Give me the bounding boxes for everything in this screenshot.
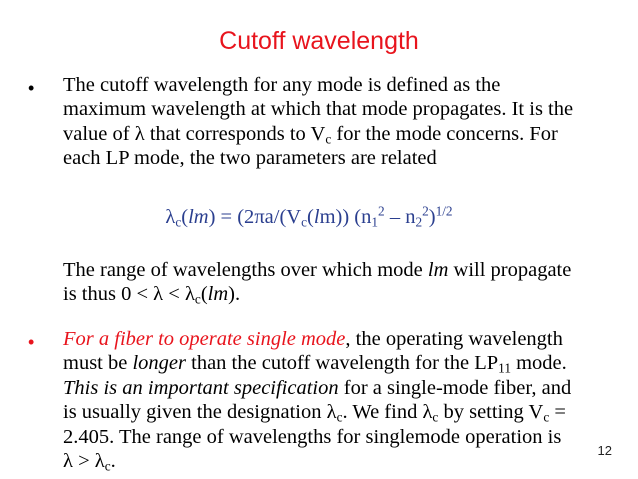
paragraph-cutoff-definition [63,73,611,171]
paragraph-single-mode [63,327,611,473]
pi-symbol: π [254,206,265,228]
slide-title: Cutoff wavelength [219,27,419,55]
formula-text: ( [181,206,189,228]
lambda-symbol: λ [184,283,195,306]
p2-text: is thus 0 < [63,283,154,306]
paragraph-wavelength-range [63,258,611,307]
p3-text: by setting V [438,401,544,424]
p1-text: for the mode concerns. For [331,122,558,145]
emphasis-specification: This is an important specification [63,376,339,399]
formula-text: – n [384,206,416,228]
formula-lm: lm [188,206,209,228]
formula-text: m)) (n [319,206,372,228]
lambda-symbol: λ [153,283,164,306]
p3-text: . We find [342,401,423,424]
subscript-11: 11 [498,360,511,376]
p1-line4: each LP mode, the two parameters are related [63,147,437,170]
bullet-marker-1: • [28,78,35,98]
p1-text: value of [63,122,135,145]
bullet-marker-2: • [28,332,35,352]
formula-text: ( [307,206,314,228]
p1-line1: The cutoff wavelength for any mode is defined as the [63,74,501,96]
cutoff-formula: $\lambda_c(lm) = (2\pi a/(V_c(lm))$ $(n_1^2 - n_2^2)^{1/2}$ [165,203,453,230]
p2-text: ( [200,283,208,306]
p2-text: < [163,283,185,306]
formula-text: ) [428,206,436,228]
lambda-symbol: λ [63,450,73,473]
formula-sup: 2 [378,203,385,219]
p2-lm: lm [427,259,449,281]
p1-text: that corresponds to V [144,122,326,145]
emphasis-longer: longer [132,352,186,375]
p3-text: 2.405. The range of wavelengths for singlemode operation is [63,425,562,448]
subscript-c: c [336,409,343,425]
emphasis-single-mode: For a fiber to operate single mode [63,328,346,350]
subscript-c: c [194,291,201,307]
p2-lm: lm [207,283,229,306]
subscript-c: c [432,409,439,425]
formula-sub: c [175,214,182,230]
p3-text: > [72,450,95,473]
formula-text: ) = (2 [208,206,255,228]
lambda-symbol: λ [422,401,433,424]
p3-text: is usually given the designation [63,401,327,424]
p1-line2: maximum wavelength at which that mode propagates. It is the [63,98,574,121]
p3-text: than the cutoff wavelength for the LP [186,352,499,375]
lambda-symbol: λ [134,122,145,145]
formula-sub: c [301,214,308,230]
p3-text: = [549,401,566,424]
subscript-c: c [104,458,111,474]
p3-text: . [110,450,116,473]
formula-sub: 2 [415,214,423,230]
subscript-c: c [543,409,550,425]
subscript-c: c [325,131,332,147]
formula-sub: 1 [371,214,379,230]
p2-text: will propagate [448,259,572,281]
lambda-symbol: λ [94,450,105,473]
p2-text: The range of wavelengths over which mode [63,259,428,281]
formula-sup: 1/2 [435,203,453,219]
p3-text: for a single-mode fiber, and [338,376,572,399]
formula-text: a/(V [264,206,302,228]
lambda-symbol: λ [326,401,337,424]
p3-text: mode. [510,352,567,375]
p3-text: must be [63,352,133,375]
p3-text: , the operating wavelength [345,328,563,350]
p2-text: ). [228,283,241,306]
formula-sup: 2 [422,203,429,219]
formula-lambda: λ [165,206,176,228]
page-number: 12 [597,443,612,458]
